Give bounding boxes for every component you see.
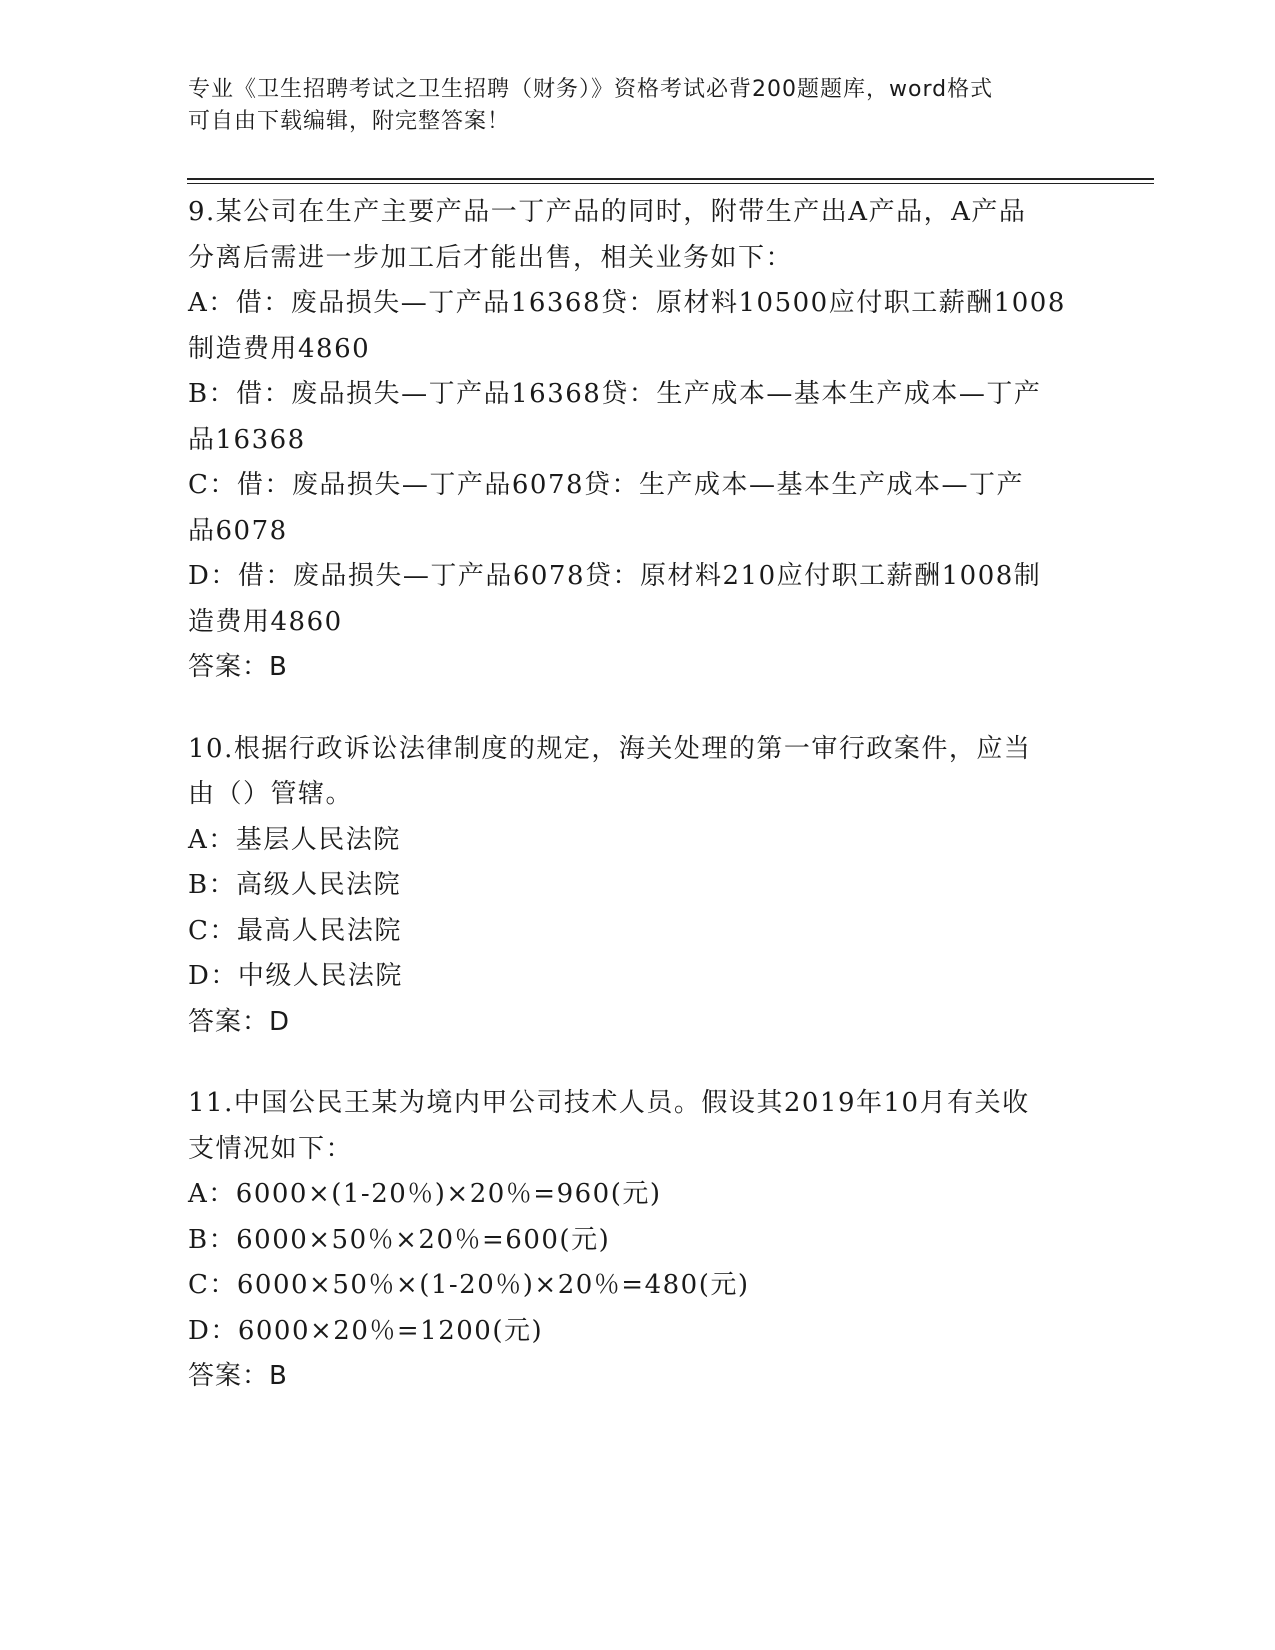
question-text: 分离后需进一步加工后才能出售，相关业务如下：	[188, 242, 794, 273]
answer: 答案：D	[188, 1006, 291, 1037]
option-b-cont: 品16368	[188, 424, 306, 455]
option-a: A：6000×(1-20％)×20％=960(元)	[188, 1179, 662, 1209]
option-d: D：6000×20％=1200(元)	[188, 1315, 544, 1346]
question-text: 由（）管辖。	[188, 779, 354, 809]
option-a: A：借：废品损失—丁产品16368贷：原材料10500应付职工薪酬1008	[188, 288, 1066, 318]
option-a-cont: 制造费用4860	[188, 333, 371, 364]
header-divider	[187, 178, 1154, 180]
option-c-cont: 品6078	[188, 515, 288, 546]
question-text: 9.某公司在生产主要产品一丁产品的同时，附带生产出A产品，A产品	[188, 197, 1027, 227]
option-d-cont: 造费用4860	[188, 606, 343, 637]
question-11	[188, 1081, 1078, 1400]
answer: 答案：B	[188, 652, 288, 682]
header-line: 专业《卫生招聘考试之卫生招聘（财务）》资格考试必背200题题库，word格式	[188, 77, 994, 102]
document-header	[188, 74, 1068, 138]
question-list	[188, 190, 1078, 1436]
question-text: 11.中国公民王某为境内甲公司技术人员。假设其2019年10月有关收	[188, 1088, 1030, 1118]
option-d: D：借：废品损失—丁产品6078贷：原材料210应付职工薪酬1008制	[188, 561, 1042, 591]
question-text: 10.根据行政诉讼法律制度的规定，海关处理的第一审行政案件，应当	[188, 733, 1032, 764]
answer: 答案：B	[188, 1361, 288, 1391]
option-b: B：6000×50％×20％=600(元)	[188, 1224, 611, 1255]
option-c: C：最高人民法院	[188, 915, 402, 946]
option-b: B：借：废品损失—丁产品16368贷：生产成本—基本生产成本—丁产	[188, 379, 1042, 409]
option-c: C：借：废品损失—丁产品6078贷：生产成本—基本生产成本—丁产	[188, 470, 1025, 500]
header-line: 可自由下载编辑，附完整答案！	[188, 109, 511, 134]
question-text: 支情况如下：	[188, 1133, 354, 1164]
question-9	[188, 190, 1078, 691]
option-a: A：基层人民法院	[188, 824, 401, 855]
option-b: B：高级人民法院	[188, 870, 402, 900]
header-divider-thin	[187, 183, 1154, 184]
option-d: D：中级人民法院	[188, 961, 403, 991]
question-10	[188, 727, 1078, 1046]
option-c: C：6000×50％×(1-20％)×20％=480(元)	[188, 1270, 750, 1300]
